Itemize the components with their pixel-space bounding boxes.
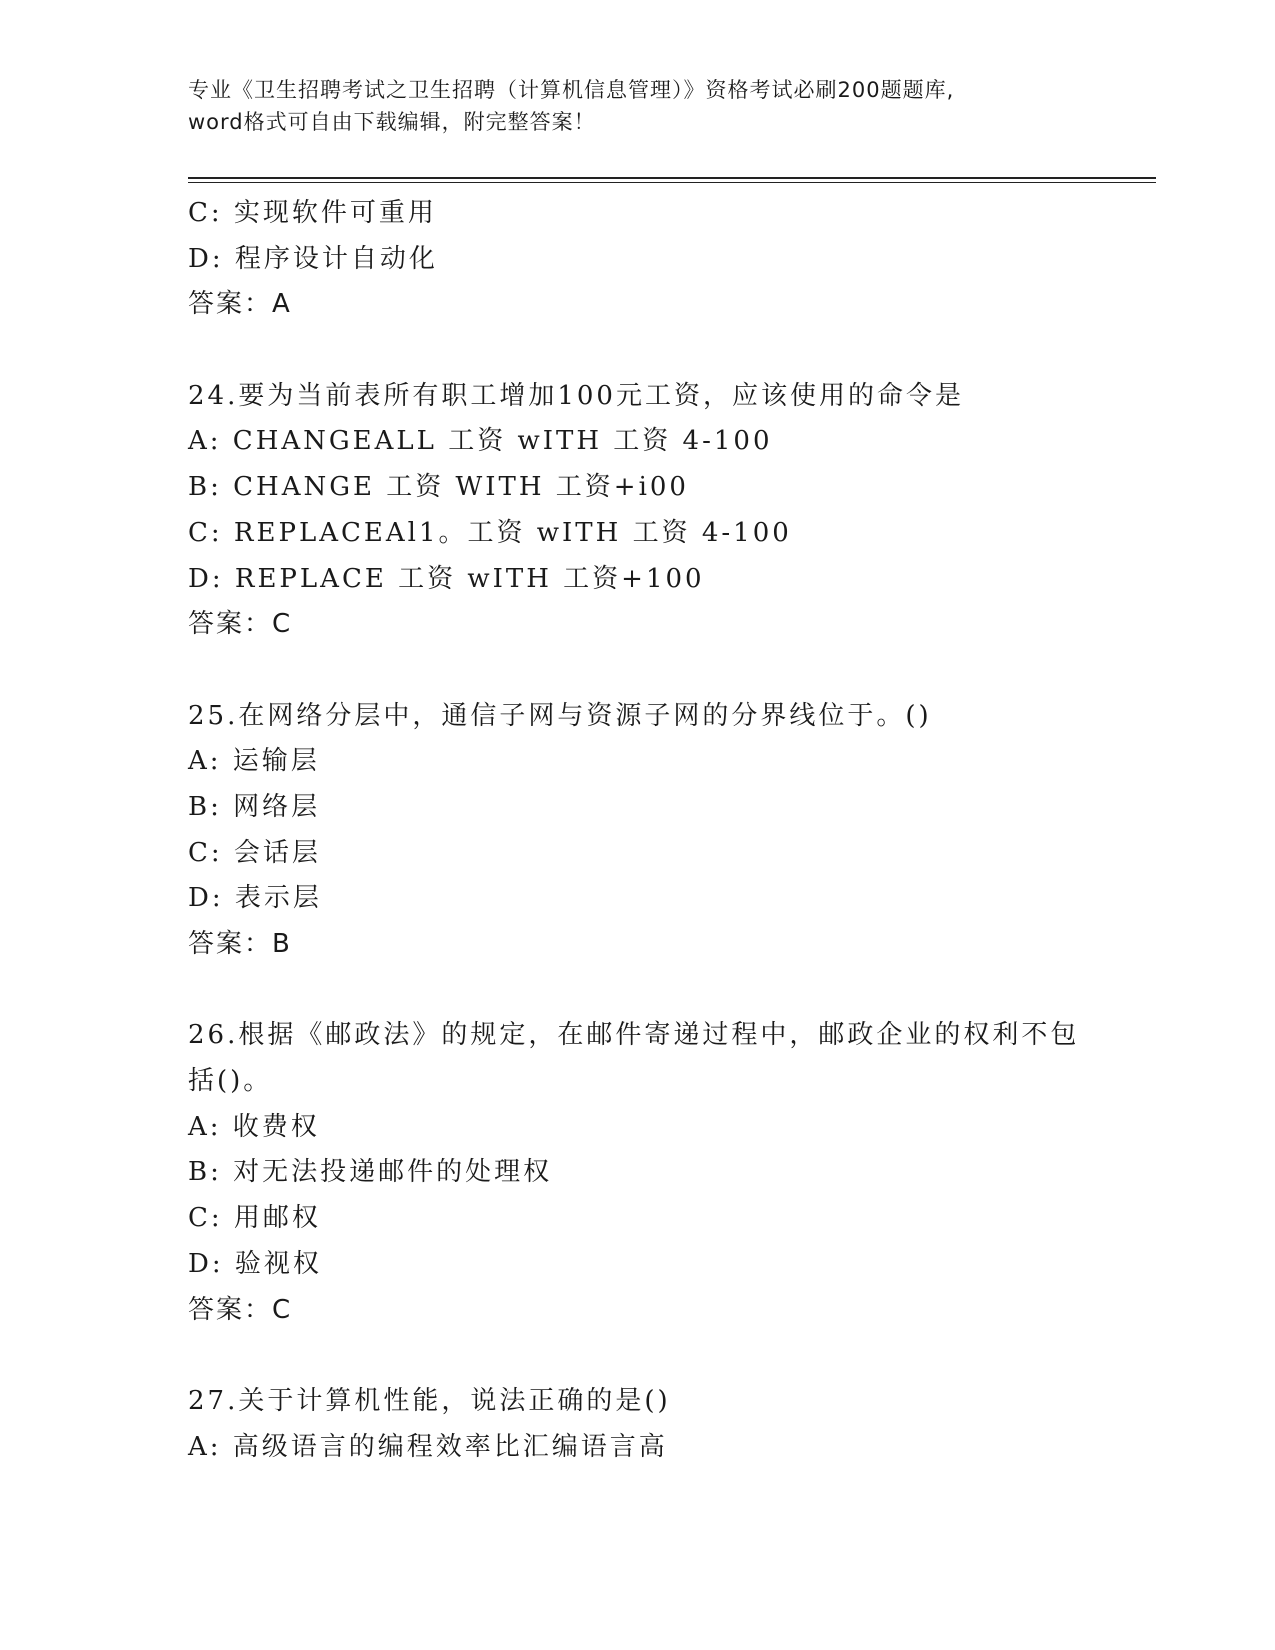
spacer [188, 648, 1088, 694]
header-title-line-1: 专业《卫生招聘考试之卫生招聘（计算机信息管理）》资格考试必刷200题题库, [188, 78, 955, 102]
option-b: B: CHANGE 工资 WITH 工资+i00 [188, 472, 689, 503]
answer-line: 答案：C [188, 609, 293, 640]
spacer [188, 328, 1088, 374]
answer-line: 答案：B [188, 929, 292, 959]
option-a: A: 收费权 [188, 1111, 320, 1142]
question-block-previous [188, 191, 1088, 328]
question-text: 27.关于计算机性能，说法正确的是() [188, 1385, 671, 1416]
option-c: C: 会话层 [188, 837, 321, 868]
option-d: D: REPLACE 工资 wITH 工资+100 [188, 563, 705, 594]
option-c: C: 实现软件可重用 [188, 198, 437, 228]
spacer [188, 1333, 1088, 1379]
answer-line: 答案：C [188, 1294, 293, 1325]
spacer [188, 968, 1088, 1014]
question-block-26 [188, 1013, 1088, 1333]
question-text: 24.要为当前表所有职工增加100元工资，应该使用的命令是 [188, 380, 964, 411]
header-divider-thin [188, 182, 1156, 183]
option-d: D: 表示层 [188, 883, 322, 914]
option-c: C: 用邮权 [188, 1203, 321, 1234]
question-block-27 [188, 1379, 1088, 1470]
question-block-24 [188, 374, 1088, 648]
question-list [188, 191, 1088, 1470]
option-b: B: 网络层 [188, 791, 321, 822]
option-b: B: 对无法投递邮件的处理权 [188, 1157, 553, 1188]
question-text-line-2: 括()。 [188, 1066, 273, 1097]
document-header [188, 74, 1068, 138]
question-block-25 [188, 694, 1088, 968]
question-text: 25.在网络分层中，通信子网与资源子网的分界线位于。() [188, 700, 932, 731]
header-divider-thick [188, 177, 1156, 179]
option-c: C: REPLACEAl1。工资 wITH 工资 4-100 [188, 517, 792, 548]
question-text-line-1: 26.根据《邮政法》的规定，在邮件寄递过程中，邮政企业的权利不包 [188, 1020, 1080, 1051]
header-title-line-2: word格式可自由下载编辑，附完整答案！ [188, 110, 596, 134]
option-d: D: 验视权 [188, 1248, 322, 1279]
answer-line: 答案：A [188, 289, 292, 320]
option-a: A: 高级语言的编程效率比汇编语言高 [188, 1431, 668, 1462]
option-a: A: CHANGEALL 工资 wITH 工资 4-100 [188, 426, 773, 457]
option-a: A: 运输层 [188, 746, 320, 777]
option-d: D: 程序设计自动化 [188, 243, 438, 274]
